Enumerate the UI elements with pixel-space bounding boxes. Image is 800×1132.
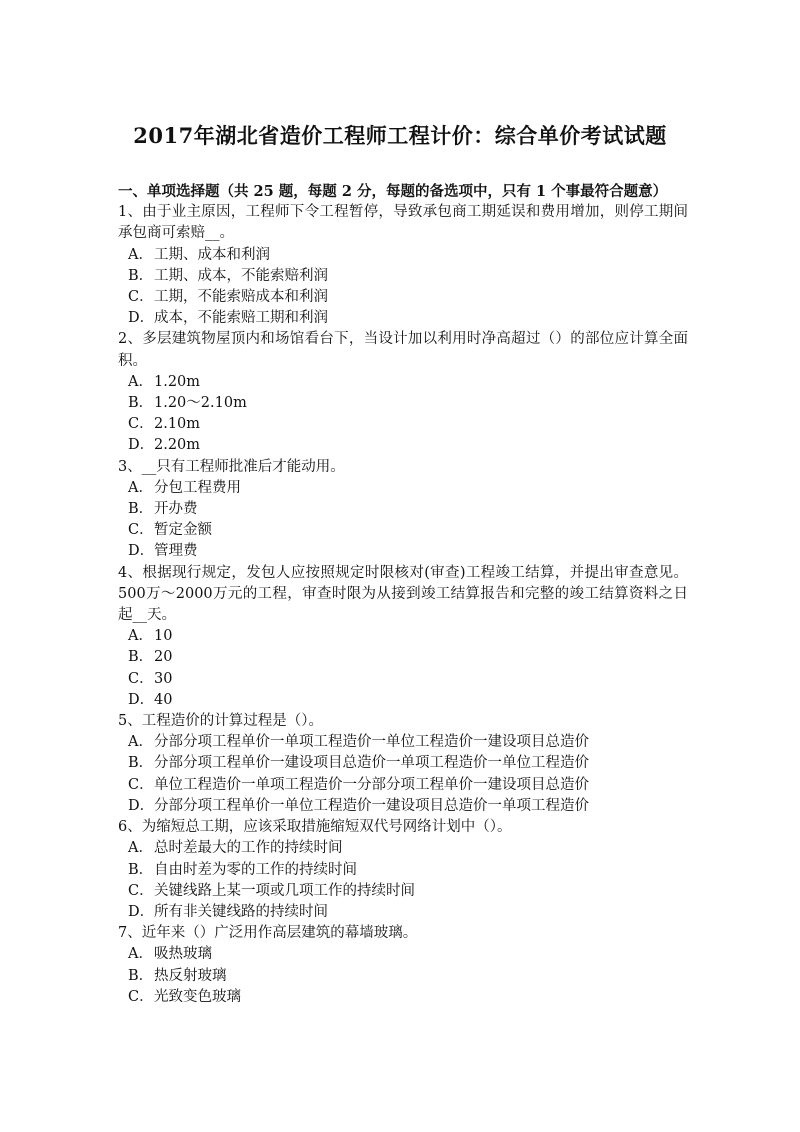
option-item <box>118 245 688 266</box>
option-letter: B． <box>128 395 154 412</box>
option-letter: B． <box>128 755 154 772</box>
option-text: 单位工程造价一单项工程造价一分部分项工程单价一建设项目总造价 <box>154 776 589 793</box>
question-7 <box>118 923 688 1008</box>
question-stem: 2、多层建筑物屋顶内和场馆看台下，当设计加以利用时净高超过（）的部位应计算全面积。 <box>118 331 688 369</box>
option-list <box>118 732 688 817</box>
option-letter: C． <box>128 670 154 687</box>
question-stem: 4、根据现行规定，发包人应按照规定时限核对(审查)工程竣工结算，并提出审查意见。500万～2000万元的工程，审查时限为从接到竣工结算报告和完整的竣工结算资料之日起__天。 <box>118 564 688 624</box>
question-stem: 1、由于业主原因，工程师下令工程暂停，导致承包商工期延误和费用增加，则停工期间承包商可索赔__。 <box>118 204 688 242</box>
option-letter: A． <box>128 479 153 496</box>
option-item <box>118 987 688 1008</box>
question-3 <box>118 457 688 563</box>
question-2 <box>118 329 688 456</box>
option-letter: B． <box>128 861 154 878</box>
option-list <box>118 478 688 563</box>
option-letter: A． <box>128 840 153 857</box>
option-text: 工期，不能索赔成本和利润 <box>154 289 328 306</box>
option-letter: D． <box>128 691 155 708</box>
question-4 <box>118 563 688 711</box>
option-item <box>118 775 688 796</box>
option-item <box>118 753 688 774</box>
option-item <box>118 626 688 647</box>
question-stem: 3、__只有工程师批准后才能动用。 <box>118 458 345 475</box>
option-text: 自由时差为零的工作的持续时间 <box>154 861 357 878</box>
option-letter: C． <box>128 289 154 306</box>
option-item <box>118 308 688 329</box>
option-letter: D． <box>128 797 155 814</box>
option-item <box>118 499 688 520</box>
option-list <box>118 944 688 1008</box>
option-text: 开办费 <box>154 501 198 518</box>
option-item <box>118 541 688 562</box>
option-text: 2.20m <box>154 437 201 454</box>
option-text: 10 <box>154 628 173 645</box>
option-item <box>118 266 688 287</box>
option-item <box>118 647 688 668</box>
option-letter: A． <box>128 628 153 645</box>
option-item <box>118 393 688 414</box>
option-text: 工期、成本，不能索赔利润 <box>154 267 328 284</box>
option-item <box>118 669 688 690</box>
option-text: 30 <box>154 670 173 687</box>
option-text: 分部分项工程单价一建设项目总造价一单项工程造价一单位工程造价 <box>154 755 589 772</box>
option-item <box>118 372 688 393</box>
option-item <box>118 414 688 435</box>
option-text: 总时差最大的工作的持续时间 <box>154 840 343 857</box>
option-letter: C． <box>128 882 154 899</box>
option-item <box>118 902 688 923</box>
option-text: 管理费 <box>154 543 198 560</box>
option-letter: C． <box>128 988 154 1005</box>
option-letter: B． <box>128 649 154 666</box>
option-text: 分部分项工程单价一单项工程造价一单位工程造价一建设项目总造价 <box>154 734 589 751</box>
question-list <box>118 202 688 1008</box>
option-letter: A． <box>128 373 153 390</box>
document-body <box>118 181 688 1008</box>
option-text: 所有非关键线路的持续时间 <box>154 903 328 920</box>
option-item <box>118 478 688 499</box>
option-letter: D． <box>128 903 155 920</box>
option-text: 分部分项工程单价一单位工程造价一建设项目总造价一单项工程造价 <box>154 797 589 814</box>
option-text: 1.20m <box>154 373 201 390</box>
document-title: 2017年湖北省造价工程师工程计价：综合单价考试试题 <box>133 123 667 148</box>
option-letter: C． <box>128 776 154 793</box>
option-letter: B． <box>128 967 154 984</box>
section-header: 一、单项选择题（共 25 题，每题 2 分，每题的备选项中，只有 1 个事最符合题意） <box>118 183 668 200</box>
option-text: 关键线路上某一项或几项工作的持续时间 <box>154 882 415 899</box>
option-item <box>118 966 688 987</box>
option-item <box>118 860 688 881</box>
option-text: 吸热玻璃 <box>154 946 212 963</box>
option-letter: D． <box>128 437 155 454</box>
option-text: 成本，不能索赔工期和利润 <box>154 310 328 327</box>
option-text: 40 <box>154 691 173 708</box>
option-letter: D． <box>128 310 155 327</box>
option-text: 光致变色玻璃 <box>154 988 241 1005</box>
question-6 <box>118 817 688 923</box>
option-item <box>118 838 688 859</box>
option-letter: A． <box>128 734 153 751</box>
option-item <box>118 690 688 711</box>
option-item <box>118 881 688 902</box>
option-letter: B． <box>128 501 154 518</box>
option-text: 1.20～2.10m <box>154 395 247 412</box>
question-stem: 7、近年来（）广泛用作高层建筑的幕墙玻璃。 <box>118 925 418 942</box>
option-list <box>118 372 688 457</box>
option-letter: A． <box>128 946 153 963</box>
option-letter: D． <box>128 543 155 560</box>
option-text: 热反射玻璃 <box>154 967 227 984</box>
option-text: 分包工程费用 <box>154 479 241 496</box>
option-item <box>118 435 688 456</box>
option-text: 暂定金额 <box>154 522 212 539</box>
question-1 <box>118 202 688 329</box>
question-stem: 5、工程造价的计算过程是（）。 <box>118 713 323 730</box>
option-list <box>118 245 688 330</box>
option-list <box>118 626 688 711</box>
option-item <box>118 520 688 541</box>
question-stem: 6、为缩短总工期，应该采取措施缩短双代号网络计划中（）。 <box>118 819 512 836</box>
option-letter: A． <box>128 246 153 263</box>
question-5 <box>118 711 688 817</box>
option-item <box>118 732 688 753</box>
option-letter: B． <box>128 267 154 284</box>
option-letter: C． <box>128 522 154 539</box>
option-item <box>118 287 688 308</box>
option-item <box>118 796 688 817</box>
option-letter: C． <box>128 416 154 433</box>
option-text: 20 <box>154 649 173 666</box>
option-item <box>118 944 688 965</box>
option-list <box>118 838 688 923</box>
option-text: 工期、成本和利润 <box>154 246 270 263</box>
option-text: 2.10m <box>154 416 201 433</box>
